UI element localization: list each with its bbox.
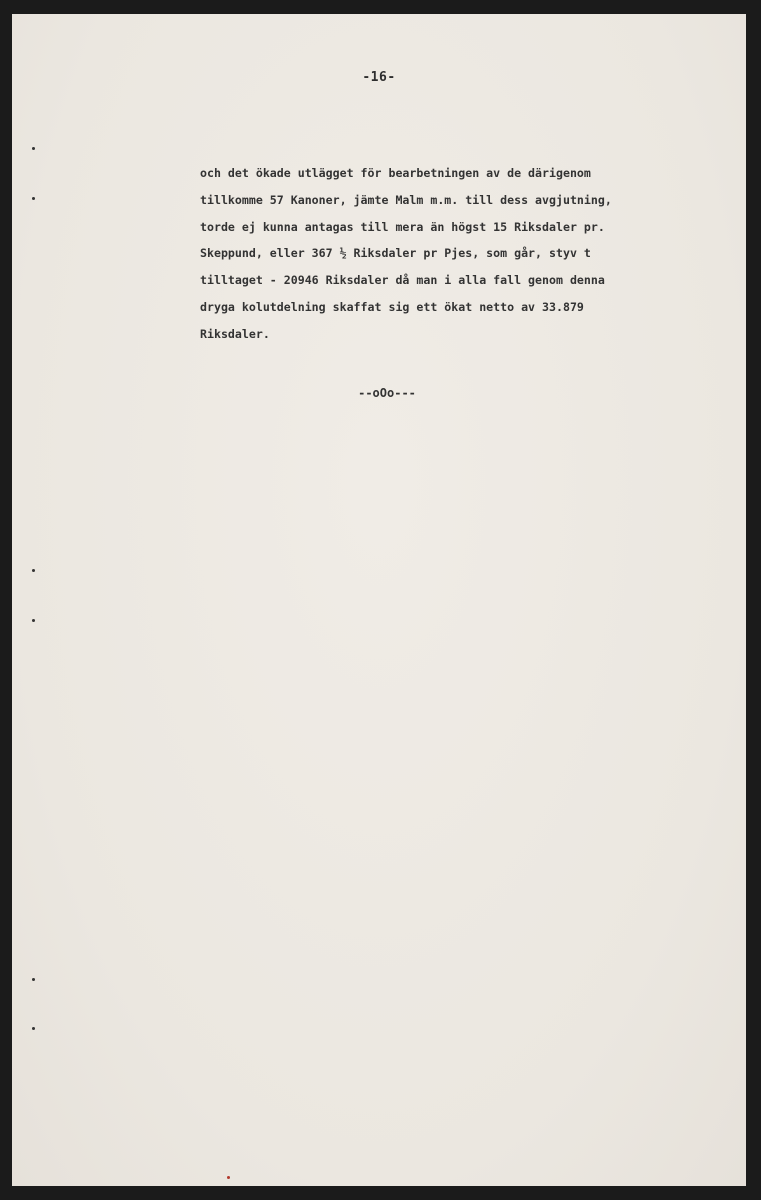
binding-hole-mark: [32, 1027, 35, 1030]
page-number: -16-: [362, 70, 396, 85]
document-page: [12, 14, 746, 1186]
binding-hole-mark: [32, 569, 35, 572]
binding-hole-mark: [32, 619, 35, 622]
text-line: tillkomme 57 Kanoner, jämte Malm m.m. till dess avgjutning,: [200, 192, 612, 207]
text-line: tilltaget - 20946 Riksdaler då man i alla fall genom denna: [200, 273, 605, 288]
binding-hole-mark: [32, 978, 35, 981]
binding-hole-mark: [32, 197, 35, 200]
text-line: och det ökade utlägget för bearbetningen av de därigenom: [200, 166, 591, 180]
closing-ornament: --oOo---: [358, 386, 416, 400]
body-paragraph: [200, 160, 700, 348]
binding-hole-mark: [32, 147, 35, 150]
ink-speck: [227, 1176, 230, 1179]
text-line: Riksdaler.: [200, 326, 270, 341]
text-line: torde ej kunna antagas till mera än högst 15 Riksdaler pr.: [200, 219, 605, 234]
text-line: Skeppund, eller 367 ½ Riksdaler pr Pjes, som går, styv t: [200, 246, 591, 261]
text-line: dryga kolutdelning skaffat sig ett ökat netto av 33.879: [200, 299, 584, 314]
